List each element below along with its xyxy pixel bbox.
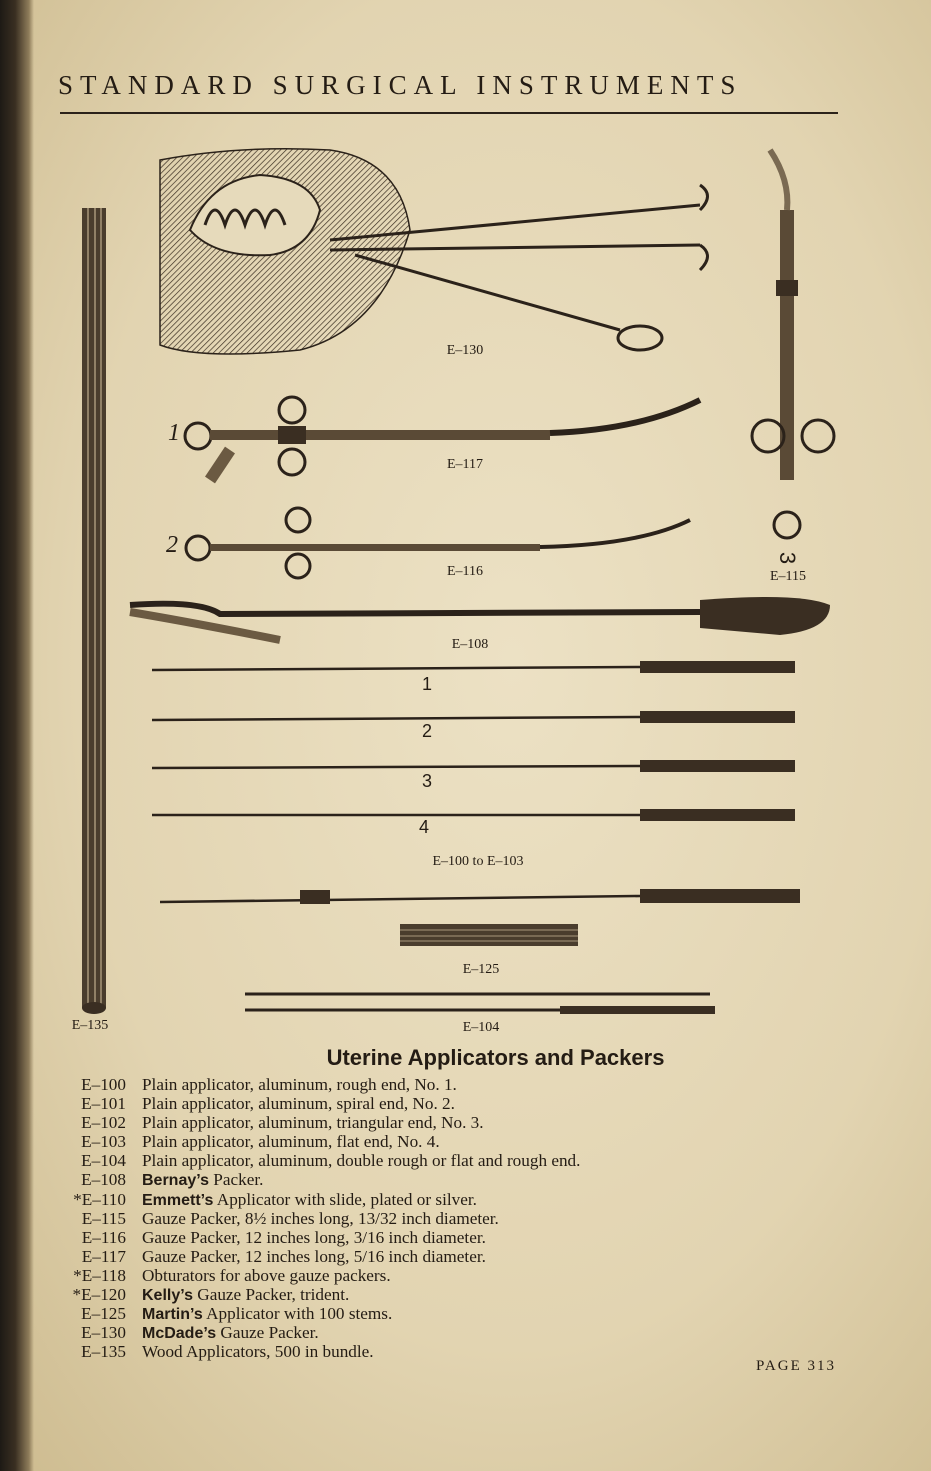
catalog-row: *E–110 Emmett’s Applicator with slide, plated or silver. bbox=[73, 1189, 477, 1209]
catalog-row: E–108 Bernay’s Packer. bbox=[81, 1170, 264, 1190]
applicator-number-3: 3 bbox=[421, 771, 433, 791]
e100-e103-applicators-drawing bbox=[152, 661, 795, 821]
catalog-row: E–125 Martin’s Applicator with 100 stems. bbox=[81, 1304, 393, 1324]
emmett-applicator-drawing bbox=[160, 889, 800, 904]
catalog-row: E–102 Plain applicator, aluminum, triangular end, No. 3. bbox=[81, 1113, 484, 1133]
catalog-row: E–115 Gauze Packer, 8½ inches long, 13/32 inch diameter. bbox=[81, 1208, 499, 1228]
caption-e100-e103: E–100 to E–103 bbox=[432, 854, 524, 869]
caption-e108: E–108 bbox=[451, 637, 489, 652]
packer-label-2: 2 bbox=[166, 532, 178, 558]
caption-e115: E–115 bbox=[769, 569, 807, 584]
page-number: PAGE 313 bbox=[755, 1358, 836, 1374]
e130-mcdade-packer-drawing bbox=[160, 149, 708, 354]
applicator-number-2: 2 bbox=[421, 721, 433, 741]
caption-e135: E–135 bbox=[71, 1018, 109, 1033]
catalog-row: E–116 Gauze Packer, 12 inches long, 3/16 inch diameter. bbox=[81, 1227, 486, 1247]
e104-applicator-drawing bbox=[245, 994, 715, 1014]
catalog-row: E–104 Plain applicator, aluminum, double rough or flat and rough end. bbox=[81, 1151, 581, 1171]
caption-e104: E–104 bbox=[462, 1020, 500, 1035]
e115-mark: 3 bbox=[775, 551, 800, 565]
e125-martin-applicator-drawing bbox=[400, 924, 578, 946]
e116-gauze-packer-drawing bbox=[186, 508, 690, 578]
catalog-row: *E–120 Kelly’s Gauze Packer, trident. bbox=[72, 1285, 350, 1305]
page-header: STANDARD SURGICAL INSTRUMENTS bbox=[58, 70, 743, 100]
e135-wood-applicators-drawing bbox=[82, 208, 106, 1014]
catalog-row: E–135 Wood Applicators, 500 in bundle. bbox=[81, 1342, 374, 1362]
applicator-number-4: 4 bbox=[418, 817, 430, 837]
caption-e130: E–130 bbox=[446, 343, 484, 358]
e117-gauze-packer-drawing bbox=[185, 397, 700, 480]
catalog-row: E–117 Gauze Packer, 12 inches long, 5/16 inch diameter. bbox=[81, 1246, 486, 1266]
catalog-row: E–101 Plain applicator, aluminum, spiral end, No. 2. bbox=[81, 1094, 455, 1114]
catalog-row: E–130 McDade’s Gauze Packer. bbox=[81, 1323, 319, 1343]
catalog-row: E–103 Plain applicator, aluminum, flat end, No. 4. bbox=[81, 1132, 440, 1152]
caption-e117: E–117 bbox=[446, 457, 484, 472]
section-title: Uterine Applicators and Packers bbox=[326, 1045, 665, 1070]
catalog-list bbox=[56, 1076, 876, 1362]
catalog-row: *E–118 Obturators for above gauze packers. bbox=[73, 1265, 391, 1285]
e108-bernays-packer-drawing bbox=[130, 597, 830, 640]
catalog-row: E–100 Plain applicator, aluminum, rough end, No. 1. bbox=[81, 1075, 457, 1094]
applicator-number-1: 1 bbox=[421, 674, 433, 694]
packer-label-1: 1 bbox=[168, 420, 180, 446]
e115-gauze-packer-drawing bbox=[752, 150, 834, 538]
caption-e116: E–116 bbox=[446, 564, 484, 579]
caption-e125: E–125 bbox=[462, 962, 500, 977]
